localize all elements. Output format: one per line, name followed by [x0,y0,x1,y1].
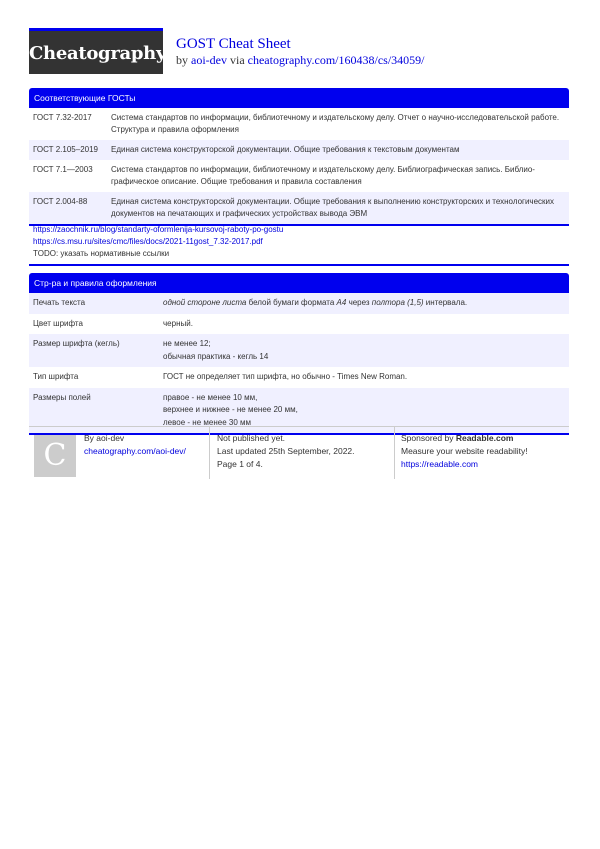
footer-divider [209,427,210,479]
rule-line: обычная практика - кегль 14 [163,351,269,361]
reference-link[interactable]: https://zaochnik.ru/blog/standarty-oformlenija-kursovoj-raboty-po-gostu [33,225,284,234]
gost-description: Единая система конструкторской документации. Общие требования к выполнению конструкторских и технологических документов на печатающих и графических устройствах вывода ЭВМ [111,197,555,218]
table-row [29,108,569,140]
emphasis-text: одной стороне листа [163,298,247,307]
plain-text: интервала. [423,298,468,307]
rule-line: левое - не менее 30 мм [163,417,251,427]
section-formatting-rules [29,273,569,435]
footer-publish-block [217,432,355,471]
table-row [29,140,569,160]
section-notes [29,221,569,262]
sponsor-link[interactable]: https://readable.com [401,459,479,469]
rule-line: верхнее и нижнее - не менее 20 мм, [163,405,298,414]
sponsor-name: Readable.com [455,433,514,443]
section-title: Соответствующие ГОСТы [29,88,569,108]
footer-divider [394,427,395,479]
last-updated: Last updated 25th September, 2022. [217,446,355,456]
cheatography-logo[interactable] [29,28,167,74]
todo-note: TODO: указать нормативные ссылки [33,249,170,258]
plain-text: белой бумаги формата [246,298,337,307]
rule-value: черный. [163,318,193,328]
sponsor-tagline: Measure your website readability! [401,446,528,456]
footer-author-url[interactable]: cheatography.com/aoi-dev/ [84,446,186,456]
gost-description: Единая система конструкторской документации. Общие требования к текстовым документам [111,145,460,154]
section-title: Стр-ра и правила оформления [29,273,569,293]
gost-code: ГОСТ 2.004-88 [33,197,88,206]
gost-code: ГОСТ 7.1—2003 [33,165,93,174]
by-label: by [176,53,188,67]
gost-description: Система стандартов по информации, библиотечному и издательскому делу. Отчет о научно-исследовательской работе. Структура и правила оформления [111,113,560,134]
reference-link[interactable]: https://cs.msu.ru/sites/cmc/files/docs/2021-11gost_7.32-2017.pdf [33,237,263,246]
rule-value: ГОСТ не определяет тип шрифта, но обычно - Times New Roman. [163,372,408,381]
rule-name: Цвет шрифта [33,318,83,328]
page-footer [29,426,569,473]
page-number: Page 1 of 4. [217,459,263,469]
gost-code: ГОСТ 2.105–2019 [33,145,98,154]
rule-value [163,392,569,430]
rule-name: Печать текста [33,298,86,307]
rule-line: не менее 12; [163,339,211,348]
publish-status: Not published yet. [217,433,286,443]
cheatography-avatar-icon: C [34,435,76,477]
gost-description: Система стандартов по информации, библиотечному и издательскому делу. Библиографическая запись. Библиографическое описание. Общие требования и правила составления [111,165,535,186]
rule-value [163,338,569,363]
footer-sponsor-block [401,432,528,471]
via-label: via [229,53,245,67]
footer-author-link[interactable]: aoi-dev [96,433,125,443]
table-row [29,334,569,367]
plain-text: через [346,298,372,307]
emphasis-text: А4 [336,298,347,307]
rule-value [163,297,569,310]
table-row [29,160,569,192]
emphasis-text: полтора (1,5) [371,298,424,307]
by-label: By [84,433,94,443]
rule-name: Размеры полей [33,392,91,402]
sheet-title[interactable]: GOST Cheat Sheet [176,36,291,52]
section-gost-list [29,88,569,226]
footer-author [84,432,186,445]
rule-name: Размер шрифта (кегль) [33,339,120,348]
sponsor-line [401,432,528,445]
rule-name: Тип шрифта [33,372,79,381]
table-row [29,388,569,436]
table-row [29,367,569,388]
rule-line: правое - не менее 10 мм, [163,392,258,402]
table-row [29,293,569,314]
author-link[interactable]: aoi-dev [191,53,227,67]
logo-text: Cheatography [29,43,167,64]
sheet-url-link[interactable]: cheatography.com/160438/cs/34059/ [247,53,425,67]
sponsor-label: Sponsored by [401,433,454,443]
byline [176,53,425,68]
footer-author-block [84,432,186,458]
section-divider [29,264,569,266]
table-row [29,314,569,335]
gost-code: ГОСТ 7.32-2017 [33,113,92,122]
